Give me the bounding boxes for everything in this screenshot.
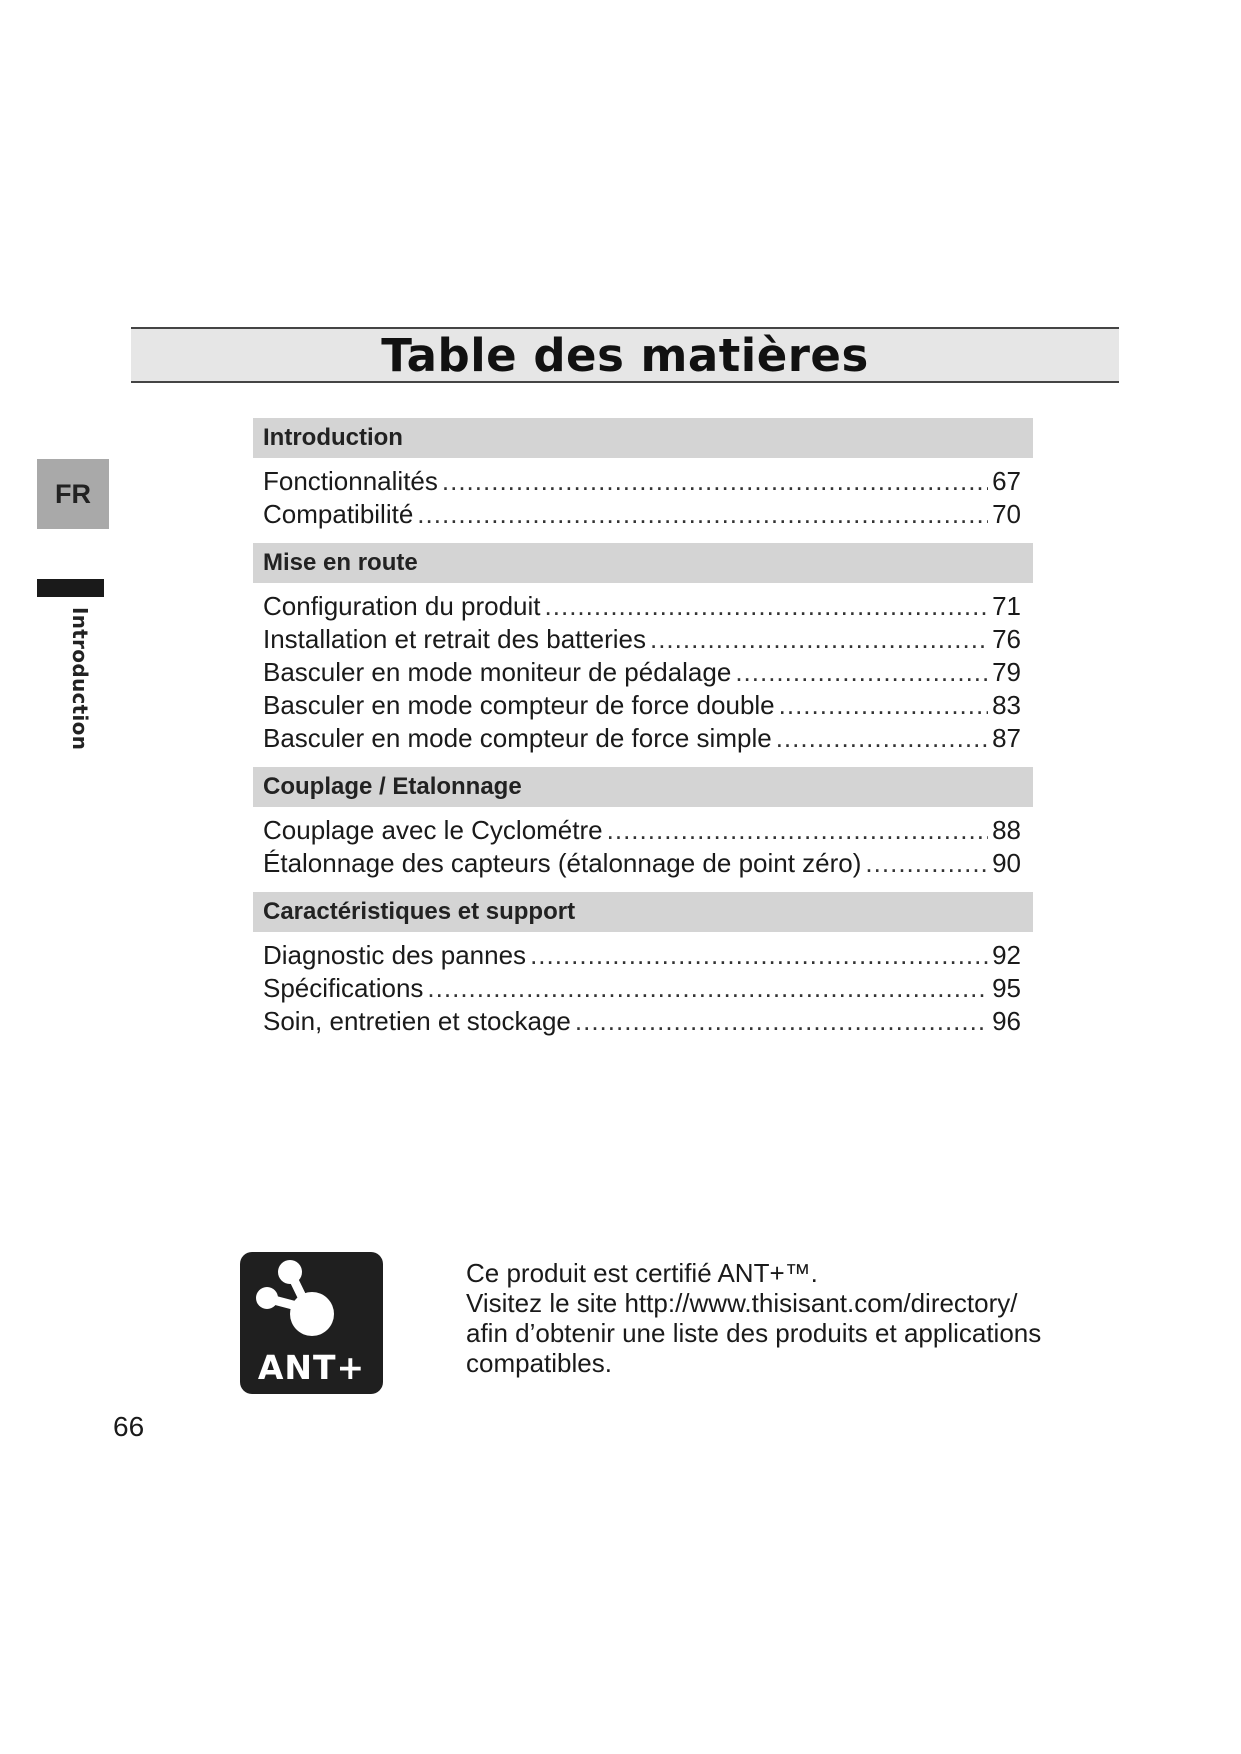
entry-label: Diagnostic des pannes [263,940,527,970]
entry-page: 71 [992,591,1021,621]
toc-entry[interactable] [253,972,1033,1005]
entry-label: Compatibilité [263,499,414,529]
toc-entry[interactable] [253,590,1033,623]
cert-line: compatibles. [466,1348,612,1378]
section-side-label: Introduction [68,607,92,751]
entry-label: Couplage avec le Cyclométre [263,815,603,845]
dot-leader [776,722,988,755]
cert-line[interactable]: Visitez le site http://www.thisisant.com/directory/ [466,1288,1018,1318]
dot-leader [575,1005,988,1038]
entry-page: 95 [992,973,1021,1003]
toc-entry[interactable] [253,722,1033,755]
dot-leader [779,689,988,722]
toc-entry[interactable] [253,498,1033,531]
dot-leader [735,656,988,689]
entry-page: 70 [992,499,1021,529]
title-bar [131,327,1119,383]
dot-leader [607,814,988,847]
toc-entry[interactable] [253,623,1033,656]
entry-label: Basculer en mode moniteur de pédalage [263,657,732,687]
ant-node-icon [240,1252,383,1352]
toc-entry[interactable] [253,689,1033,722]
dot-leader [545,590,989,623]
toc-entry[interactable] [253,814,1033,847]
dot-leader [417,498,988,531]
ant-plus-logo [240,1252,383,1394]
entry-page: 79 [992,657,1021,687]
section-heading: Mise en route [253,543,1033,583]
toc-entry[interactable] [253,939,1033,972]
entry-label: Spécifications [263,973,424,1003]
entry-label: Basculer en mode compteur de force double [263,690,775,720]
entry-page: 96 [992,1006,1021,1036]
language-tab: FR [37,459,109,529]
entry-label: Basculer en mode compteur de force simple [263,723,772,753]
toc-entry[interactable] [253,465,1033,498]
entry-page: 88 [992,815,1021,845]
page-number: 66 [113,1411,145,1442]
section-marker-bar [37,579,104,597]
dot-leader [650,623,988,656]
dot-leader [530,939,988,972]
section-heading: Couplage / Etalonnage [253,767,1033,807]
page-title: Table des matières [381,329,869,382]
section-heading: Introduction [253,418,1033,458]
toc-section-caracteristiques [253,892,1033,1038]
dot-leader [427,972,988,1005]
entry-page: 83 [992,690,1021,720]
dot-leader [442,465,988,498]
certification-notice [466,1258,1086,1378]
cert-line: Ce produit est certifié ANT+™. [466,1258,818,1288]
cert-line: afin d’obtenir une liste des produits et applications [466,1318,1042,1348]
toc-section-couplage [253,767,1033,880]
toc-entry[interactable] [253,656,1033,689]
section-heading: Caractéristiques et support [253,892,1033,932]
entry-label: Étalonnage des capteurs (étalonnage de point zéro) [263,848,862,878]
entry-page: 76 [992,624,1021,654]
toc-section-introduction [253,418,1033,531]
toc-section-mise-en-route [253,543,1033,755]
entry-label: Soin, entretien et stockage [263,1006,571,1036]
entry-page: 87 [992,723,1021,753]
dot-leader [865,847,988,880]
entry-page: 92 [992,940,1021,970]
entry-label: Configuration du produit [263,591,541,621]
entry-page: 90 [992,848,1021,878]
entry-page: 67 [992,466,1021,496]
toc-entry[interactable] [253,847,1033,880]
ant-logo-text: ANT+ [257,1348,366,1387]
entry-label: Installation et retrait des batteries [263,624,646,654]
entry-label: Fonctionnalités [263,466,438,496]
toc-entry[interactable] [253,1005,1033,1038]
table-of-contents [253,418,1033,1050]
